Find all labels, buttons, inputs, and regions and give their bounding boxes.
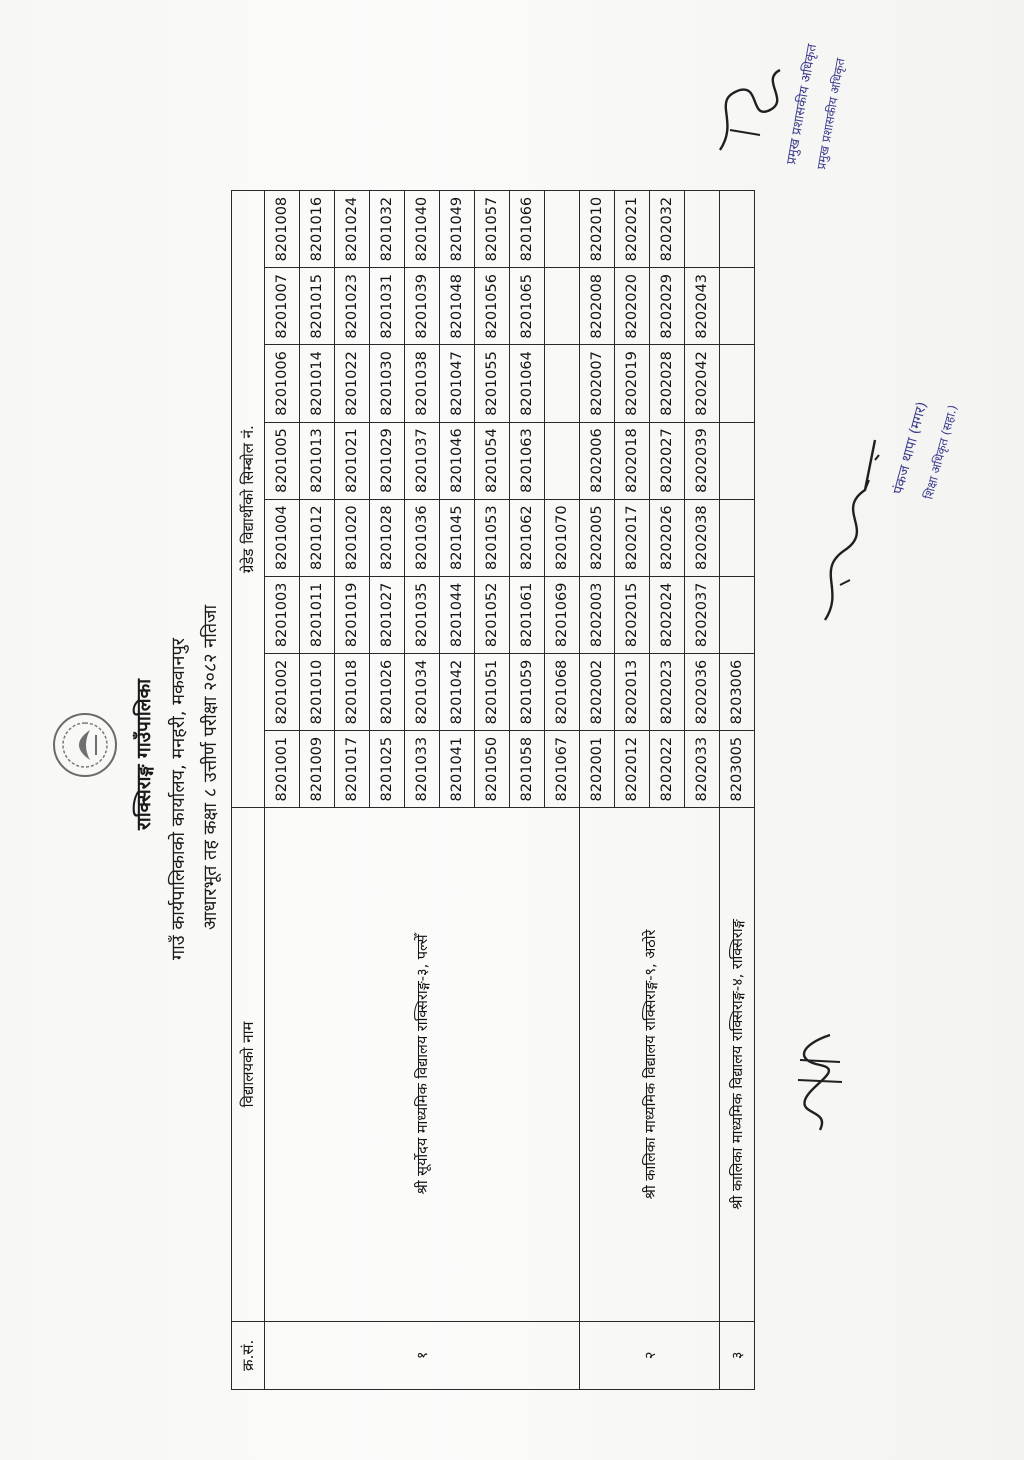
symbol-number-cell: 8201024: [335, 191, 370, 268]
symbol-number-cell: 8202038: [685, 499, 720, 576]
school-name-cell: श्री कालिका माध्यमिक विद्यालय राक्सिराङ्ग-४, राक्सिराङ्ग: [720, 808, 755, 1321]
middle-stamp-line2: शिक्षा अधिकृत (सहा.): [921, 403, 961, 501]
symbol-number-cell: 8201049: [440, 191, 475, 268]
symbol-number-cell: 8202021: [615, 191, 650, 268]
serial-column-header: क्र.सं.: [232, 1321, 265, 1389]
symbol-number-cell: [720, 576, 755, 653]
symbol-number-cell: 8202022: [650, 731, 685, 808]
symbol-number-cell: 8202008: [580, 268, 615, 345]
symbol-number-cell: 8202001: [580, 731, 615, 808]
symbol-number-cell: 8201003: [265, 576, 300, 653]
symbol-number-cell: 8201047: [440, 345, 475, 422]
symbol-number-cell: 8201064: [510, 345, 545, 422]
result-title: आधारभूत तह कक्षा ८ उत्तीर्ण परीक्षा २०८२ नतिजा: [200, 604, 221, 930]
symbol-number-cell: 8201002: [265, 653, 300, 730]
symbol-number-cell: 8201044: [440, 576, 475, 653]
result-table-container: [231, 190, 755, 1390]
symbol-number-cell: 8202037: [685, 576, 720, 653]
table-row: [265, 191, 300, 1390]
symbol-number-cell: 8201039: [405, 268, 440, 345]
top-stamp-line1: प्रमुख प्रशासकीय अधिकृत: [784, 42, 821, 166]
symbol-number-cell: 8201009: [300, 731, 335, 808]
table-header-row: [232, 191, 265, 1390]
symbol-number-cell: 8202032: [650, 191, 685, 268]
symbol-number-cell: 8202017: [615, 499, 650, 576]
symbol-number-cell: 8201041: [440, 731, 475, 808]
serial-number-cell: १: [265, 1321, 580, 1389]
symbol-number-cell: 8201013: [300, 422, 335, 499]
symbol-number-cell: 8201070: [545, 499, 580, 576]
symbol-number-cell: 8201068: [545, 653, 580, 730]
top-stamp-line2: प्रमुख प्रशासकीय अधिकृत: [814, 57, 848, 171]
symbol-number-cell: [720, 422, 755, 499]
symbol-number-cell: 8201055: [475, 345, 510, 422]
symbol-number-cell: 8202018: [615, 422, 650, 499]
symbol-number-cell: 8202023: [650, 653, 685, 730]
symbol-number-cell: 8203005: [720, 731, 755, 808]
symbol-number-cell: 8202028: [650, 345, 685, 422]
municipality-name: राक्सिराङ्ग गाउँपालिका: [133, 678, 155, 830]
symbol-number-cell: 8201022: [335, 345, 370, 422]
symbol-number-cell: 8201045: [440, 499, 475, 576]
signature-left: [790, 1030, 850, 1144]
school-name-cell: श्री कालिका माध्यमिक विद्यालय राक्सिराङ्ग-९, अठोरे: [580, 808, 720, 1321]
symbol-number-cell: 8201029: [370, 422, 405, 499]
symbol-number-cell: 8201052: [475, 576, 510, 653]
serial-number-cell: ३: [720, 1321, 755, 1389]
symbol-number-cell: 8201035: [405, 576, 440, 653]
symbol-number-cell: [720, 345, 755, 422]
symbol-number-cell: 8201053: [475, 499, 510, 576]
symbol-number-cell: 8201033: [405, 731, 440, 808]
symbol-number-cell: 8201004: [265, 499, 300, 576]
symbol-number-cell: 8202006: [580, 422, 615, 499]
symbol-number-cell: 8201040: [405, 191, 440, 268]
school-column-header: विद्यालयको नाम: [232, 808, 265, 1321]
symbol-number-cell: [545, 268, 580, 345]
symbol-number-cell: 8201007: [265, 268, 300, 345]
symbol-number-cell: 8201021: [335, 422, 370, 499]
symbol-number-cell: 8201058: [510, 731, 545, 808]
symbol-number-cell: 8201037: [405, 422, 440, 499]
symbol-number-cell: 8201034: [405, 653, 440, 730]
symbol-number-cell: 8201016: [300, 191, 335, 268]
symbol-number-cell: 8202029: [650, 268, 685, 345]
symbol-number-cell: 8201011: [300, 576, 335, 653]
symbol-number-cell: 8201062: [510, 499, 545, 576]
symbol-number-cell: 8202010: [580, 191, 615, 268]
symbol-number-cell: 8201023: [335, 268, 370, 345]
symbol-number-cell: 8202042: [685, 345, 720, 422]
symbol-number-cell: 8202015: [615, 576, 650, 653]
result-table: [231, 190, 755, 1390]
symbol-number-cell: 8201065: [510, 268, 545, 345]
symbol-number-cell: [720, 268, 755, 345]
symbol-number-cell: 8203006: [720, 653, 755, 730]
symbol-number-cell: 8202002: [580, 653, 615, 730]
symbols-column-header: ग्रेडेड विद्यार्थीको सिम्बोल नं.: [232, 191, 265, 808]
symbol-number-cell: 8201059: [510, 653, 545, 730]
symbol-number-cell: 8201008: [265, 191, 300, 268]
symbol-number-cell: 8201015: [300, 268, 335, 345]
symbol-number-cell: [720, 499, 755, 576]
symbol-number-cell: 8201019: [335, 576, 370, 653]
symbol-number-cell: 8201005: [265, 422, 300, 499]
symbol-number-cell: 8201027: [370, 576, 405, 653]
symbol-number-cell: 8201050: [475, 731, 510, 808]
symbol-number-cell: 8202013: [615, 653, 650, 730]
middle-stamp: [880, 300, 970, 504]
symbol-number-cell: 8202043: [685, 268, 720, 345]
table-row: [720, 191, 755, 1390]
symbol-number-cell: 8202036: [685, 653, 720, 730]
symbol-number-cell: 8201025: [370, 731, 405, 808]
symbol-number-cell: 8202024: [650, 576, 685, 653]
symbol-number-cell: 8201026: [370, 653, 405, 730]
symbol-number-cell: 8201042: [440, 653, 475, 730]
top-right-stamp: [775, 20, 855, 174]
table-row: [580, 191, 615, 1390]
symbol-number-cell: 8201010: [300, 653, 335, 730]
symbol-number-cell: 8201006: [265, 345, 300, 422]
symbol-number-cell: 8201028: [370, 499, 405, 576]
school-name-cell: श्री सूर्योदय माध्यमिक विद्यालय राक्सिराङ्ग-३, पल्सेँ: [265, 808, 580, 1321]
symbol-number-cell: 8201067: [545, 731, 580, 808]
symbol-number-cell: 8201001: [265, 731, 300, 808]
symbol-number-cell: 8201032: [370, 191, 405, 268]
table-body: [265, 191, 755, 1390]
symbol-number-cell: 8202026: [650, 499, 685, 576]
symbol-number-cell: 8201069: [545, 576, 580, 653]
symbol-number-cell: [720, 191, 755, 268]
symbol-number-cell: 8202027: [650, 422, 685, 499]
symbol-number-cell: 8202033: [685, 731, 720, 808]
symbol-number-cell: 8201030: [370, 345, 405, 422]
symbol-number-cell: 8201066: [510, 191, 545, 268]
symbol-number-cell: 8201038: [405, 345, 440, 422]
symbol-number-cell: 8202019: [615, 345, 650, 422]
symbol-number-cell: 8201012: [300, 499, 335, 576]
symbol-number-cell: 8201018: [335, 653, 370, 730]
symbol-number-cell: [545, 422, 580, 499]
symbol-number-cell: 8202003: [580, 576, 615, 653]
middle-stamp-line1: पंकज थापा (मगर): [890, 400, 931, 497]
symbol-number-cell: [545, 345, 580, 422]
symbol-number-cell: 8202007: [580, 345, 615, 422]
symbol-number-cell: [545, 191, 580, 268]
symbol-number-cell: 8201057: [475, 191, 510, 268]
symbol-number-cell: 8201017: [335, 731, 370, 808]
symbol-number-cell: 8201036: [405, 499, 440, 576]
symbol-number-cell: 8202005: [580, 499, 615, 576]
rotated-result-sheet: [126, 190, 846, 1390]
serial-number-cell: २: [580, 1321, 720, 1389]
office-name: गाउँ कार्यपालिकाको कार्यालय, मनहरी, मकवानपुर: [168, 637, 189, 960]
symbol-number-cell: 8201048: [440, 268, 475, 345]
symbol-number-cell: 8202039: [685, 422, 720, 499]
symbol-number-cell: 8201051: [475, 653, 510, 730]
symbol-number-cell: 8201014: [300, 345, 335, 422]
symbol-number-cell: 8201054: [475, 422, 510, 499]
symbol-number-cell: 8202012: [615, 731, 650, 808]
symbol-number-cell: 8201020: [335, 499, 370, 576]
symbol-number-cell: 8201061: [510, 576, 545, 653]
symbol-number-cell: [685, 191, 720, 268]
municipality-emblem-icon: [50, 710, 120, 780]
symbol-number-cell: 8201046: [440, 422, 475, 499]
symbol-number-cell: 8201031: [370, 268, 405, 345]
symbol-number-cell: 8202020: [615, 268, 650, 345]
symbol-number-cell: 8201063: [510, 422, 545, 499]
symbol-number-cell: 8201056: [475, 268, 510, 345]
